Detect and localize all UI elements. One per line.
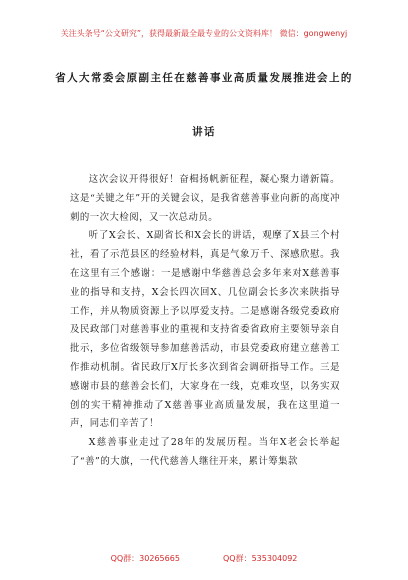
qq-group-1: QQ群：30265665 xyxy=(110,554,180,563)
qq-group-2: QQ群：535304092 xyxy=(223,554,298,563)
document-body xyxy=(70,171,340,472)
document-title-continuation: 讲话 xyxy=(192,126,216,138)
header-banner: 关注头条号“公文研究”，获得最新最全最专业的公文资料库！ 微信：gongwenyj xyxy=(60,29,348,38)
document-title: 省人大常委会原副主任在慈善事业高质量发展推进会上的 xyxy=(55,72,353,84)
footer-contact-bar xyxy=(0,553,408,564)
paragraph: X慈善事业走过了28年的发展历程。当年X老会长举起了“善”的大旗，一代代慈善人继往开来，累计筹集款 xyxy=(70,437,340,467)
paragraph: 这次会议开得很好！奋楫扬帆新征程，凝心聚力谱新篇。这是“关键之年”开的关键会议，是我省慈善事业向新的高度冲刺的一次大检阅，又一次总动员。 xyxy=(70,174,340,223)
paragraph: 听了X会长、X副省长和X会长的讲话，观摩了X县三个村社，看了示范县区的经验材料，真是气象万千、深感欣慰。我在这里有三个感谢：一是感谢中华慈善总会多年来对X慈善事业的指导和支持，X会长四次回X、几位副会长多次来陕指导工作，并从物质资源上予以厚爱支持。二是感谢各级党委政府及民政部门对慈善事业的重视和支持省委省政府主要领导亲自批示，多位省级领导参加慈善活动，市县党委政府建立慈善工作推动机制。省民政厅X厅长多次到省会调研指导工作。三是感谢市县的慈善会长们，大家身在一线，克难攻坚，以务实双创的实干精神推动了X慈善事业高质量发展，我在这里道一声，同志们辛苦了！ xyxy=(70,230,340,430)
